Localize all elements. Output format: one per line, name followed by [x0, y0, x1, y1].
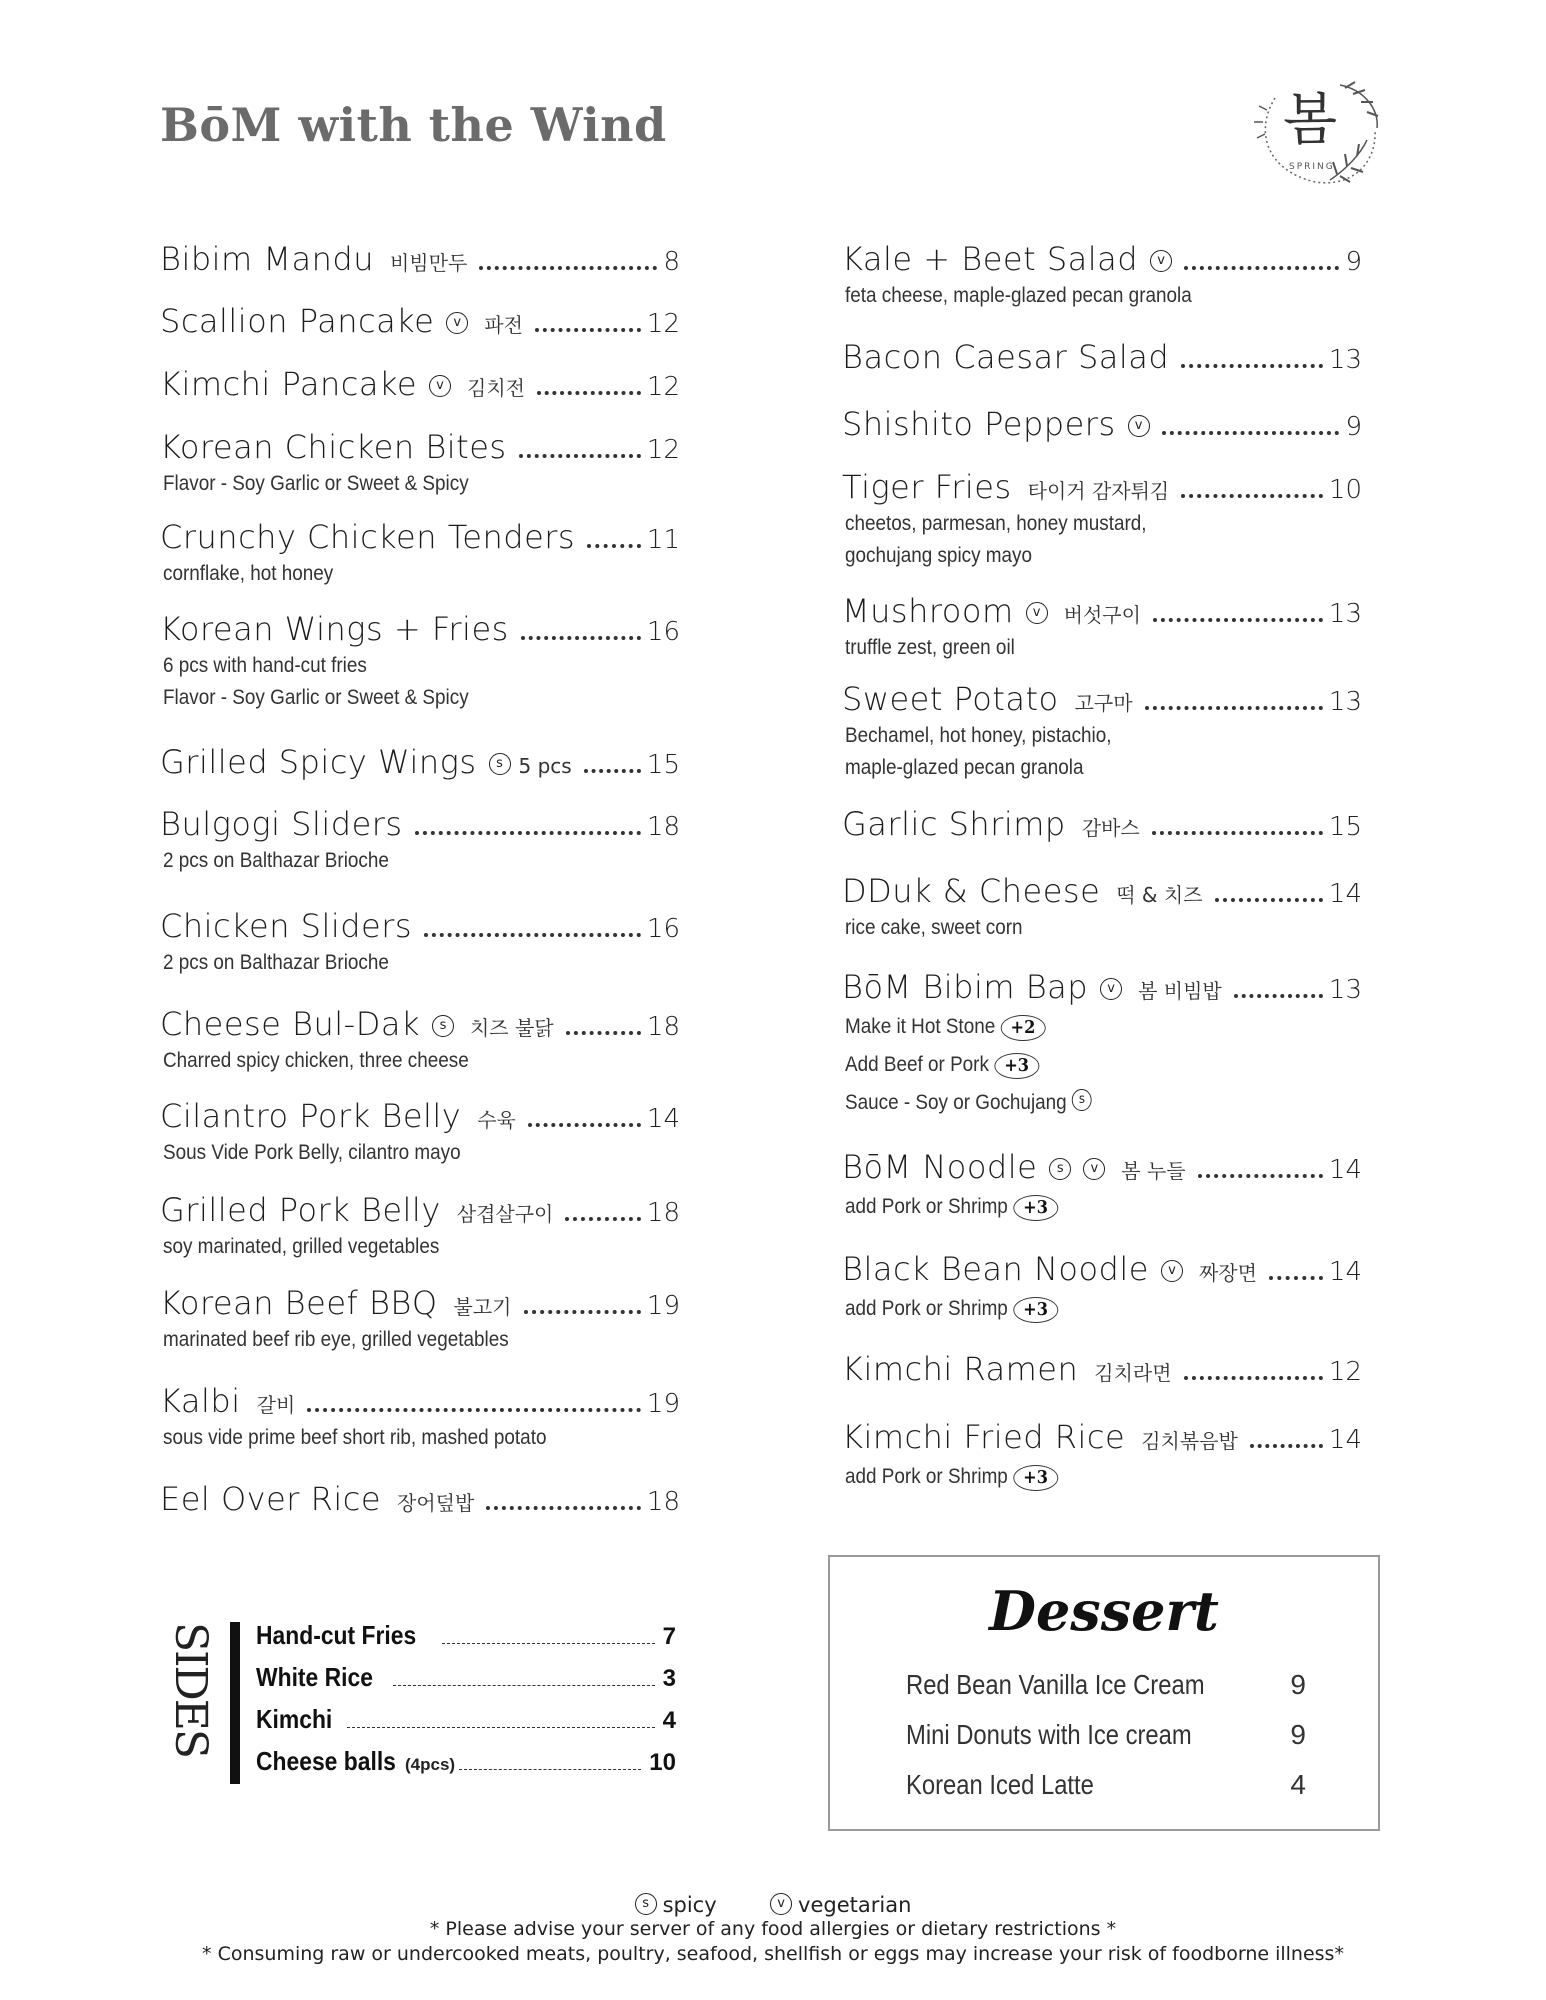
item-description: rice cake, sweet corn: [845, 916, 1023, 939]
item-name: Shishito Peppers: [842, 405, 1116, 443]
option-price: +3: [1013, 1297, 1058, 1323]
logo-glyph: 봄: [1283, 88, 1338, 153]
item-korean-name: 비빔만두: [389, 251, 468, 275]
menu-item: [842, 405, 1362, 445]
dot-leader: [1198, 1174, 1323, 1178]
menu-item-row: [842, 1350, 1362, 1390]
dessert-box: [828, 1555, 1380, 1831]
item-name: Korean Wings + Fries: [160, 610, 509, 648]
item-price: 12: [1328, 1357, 1362, 1387]
item-description: Sous Vide Pork Belly, cilantro mayo: [163, 1141, 461, 1164]
menu-item: [842, 468, 1362, 572]
menu-item: [160, 743, 680, 783]
spicy-icon: s: [489, 753, 511, 775]
dot-leader: [1184, 266, 1339, 270]
item-option: [845, 1458, 1310, 1496]
item-name: Kimchi Pancake: [160, 365, 418, 403]
item-korean-name: 짜장면: [1198, 1261, 1257, 1285]
item-option: [845, 1084, 1310, 1122]
sides-list: [256, 1620, 676, 1788]
menu-item: [160, 805, 680, 877]
menu-item: [842, 680, 1362, 784]
dot-leader: [1215, 898, 1323, 902]
menu-item: [842, 592, 1362, 664]
dash-leader: [459, 1769, 641, 1770]
dot-leader: [307, 1408, 641, 1412]
dot-leader: [1234, 994, 1323, 998]
item-name: Scallion Pancake: [160, 302, 435, 340]
item-korean-name: 떡 & 치즈: [1116, 883, 1203, 907]
menu-item: [842, 1350, 1362, 1390]
dessert-item: [906, 1769, 1306, 1801]
dot-leader: [1250, 1444, 1323, 1448]
side-price: 3: [662, 1665, 676, 1692]
item-korean-name: 고구마: [1074, 691, 1133, 715]
item-description: cheetos, parmesan, honey mustard,: [845, 512, 1147, 535]
item-korean-name: 김치라면: [1094, 1361, 1172, 1385]
menu-item: [842, 872, 1362, 944]
menu-item-row: [160, 1480, 680, 1520]
side-price: 4: [662, 1707, 676, 1734]
item-description: 2 pcs on Balthazar Brioche: [163, 951, 389, 974]
item-price: 19: [646, 1389, 680, 1419]
menu-item: [842, 1148, 1362, 1226]
dot-leader: [519, 454, 641, 458]
side-note: (4pcs): [404, 1755, 456, 1774]
legend: [0, 1893, 1546, 1917]
option-text: add Pork or Shrimp: [845, 1465, 1008, 1488]
dot-leader: [1181, 494, 1323, 498]
item-option: [845, 1188, 1310, 1226]
menu-item-row: [842, 872, 1362, 912]
menu-item: [160, 240, 680, 280]
dot-leader: [524, 1310, 641, 1314]
item-name: Grilled Pork Belly: [160, 1191, 441, 1229]
menu-item-row: [160, 365, 680, 405]
item-name: Cheese Bul-Dak: [160, 1005, 420, 1043]
item-description: 2 pcs on Balthazar Brioche: [163, 849, 389, 872]
item-price: 15: [1328, 812, 1362, 842]
sides-label: SIDES: [165, 1622, 216, 1758]
side-item: [256, 1620, 676, 1662]
item-name: Kimchi Ramen: [842, 1350, 1079, 1388]
item-name: Korean Beef BBQ: [160, 1284, 438, 1322]
sides-divider: [230, 1622, 240, 1784]
menu-item-row: [160, 805, 680, 845]
option-price: +2: [1001, 1015, 1046, 1041]
item-price: 14: [1328, 1155, 1362, 1185]
menu-item-row: [842, 592, 1362, 632]
item-description: feta cheese, maple-glazed pecan granola: [845, 284, 1192, 307]
spicy-icon: s: [635, 1893, 657, 1915]
vegetarian-icon: v: [770, 1893, 792, 1915]
item-korean-name: 갈비: [256, 1393, 296, 1417]
menu-title: BōM with the Wind: [160, 98, 667, 152]
dessert-item: [906, 1669, 1306, 1701]
item-name: Garlic Shrimp: [842, 805, 1066, 843]
side-name: Kimchi: [256, 1704, 333, 1734]
dot-leader: [535, 328, 641, 332]
item-price: 16: [646, 914, 680, 944]
logo-text: SPRING: [1289, 162, 1335, 172]
menu-item: [160, 907, 680, 979]
item-korean-name: 치즈 불닭: [469, 1016, 554, 1040]
menu-item-row: [160, 1382, 680, 1422]
vegetarian-icon: v: [1128, 415, 1150, 437]
option-text: Add Beef or Pork: [845, 1053, 989, 1076]
dot-leader: [424, 933, 641, 937]
vegetarian-icon: v: [1150, 250, 1172, 272]
item-description: truffle zest, green oil: [845, 636, 1015, 659]
dot-leader: [537, 391, 641, 395]
menu-item: [160, 1097, 680, 1169]
item-price: 13: [1328, 975, 1362, 1005]
menu-item: [842, 805, 1362, 845]
menu-item-row: [842, 240, 1362, 280]
side-name: White Rice: [256, 1662, 373, 1692]
menu-item-row: [160, 302, 680, 342]
item-description: marinated beef rib eye, grilled vegetables: [163, 1328, 509, 1351]
vegetarian-icon: v: [1100, 978, 1122, 1000]
dot-leader: [1181, 364, 1323, 368]
menu-item: [842, 338, 1362, 378]
item-description: sous vide prime beef short rib, mashed potato: [163, 1426, 547, 1449]
item-korean-name: 버섯구이: [1063, 603, 1141, 627]
foodborne-note: * Consuming raw or undercooked meats, poultry, seafood, shellfish or eggs may increase your risk of foodborne illness*: [202, 1943, 1344, 1965]
item-price: 11: [646, 525, 680, 555]
menu-item: [160, 1382, 680, 1454]
item-name: Korean Chicken Bites: [160, 428, 507, 466]
item-name: BōM Bibim Bap: [842, 968, 1089, 1006]
allergy-note: * Please advise your server of any food allergies or dietary restrictions *: [429, 1918, 1117, 1940]
menu-item-row: [160, 907, 680, 947]
item-korean-name: 김치전: [467, 376, 525, 400]
dessert-name: Korean Iced Latte: [906, 1769, 1094, 1800]
menu-item: [160, 1005, 680, 1077]
item-price: 15: [646, 750, 680, 780]
item-korean-name: 장어덮밥: [397, 1491, 475, 1515]
option-price: +3: [994, 1053, 1039, 1079]
side-price: 7: [662, 1623, 676, 1650]
item-korean-name: 타이거 감자튀김: [1027, 479, 1170, 503]
item-name: Eel Over Rice: [160, 1480, 382, 1518]
dot-leader: [587, 544, 641, 548]
dot-leader: [565, 1217, 641, 1221]
option-text: Sauce - Soy or Gochujang: [845, 1091, 1067, 1114]
side-price: 10: [649, 1749, 676, 1776]
menu-item: [160, 518, 680, 590]
spicy-icon: s: [1072, 1089, 1092, 1111]
option-text: add Pork or Shrimp: [845, 1195, 1008, 1218]
dot-leader: [566, 1031, 641, 1035]
vegetarian-icon: v: [1161, 1260, 1183, 1282]
menu-item: [842, 1418, 1362, 1496]
item-price: 18: [646, 812, 680, 842]
dessert-item: [906, 1719, 1306, 1751]
dot-leader: [415, 831, 641, 835]
menu-item-row: [160, 518, 680, 558]
item-name: Crunchy Chicken Tenders: [160, 518, 576, 556]
item-name: Bacon Caesar Salad: [842, 338, 1170, 376]
item-price: 14: [1328, 879, 1362, 909]
item-price: 12: [646, 372, 680, 402]
menu-item-row: [842, 680, 1362, 720]
menu-item-row: [842, 468, 1362, 508]
dot-leader: [1184, 1376, 1323, 1380]
side-item: [256, 1746, 676, 1788]
item-description: Flavor - Soy Garlic or Sweet & Spicy: [163, 686, 469, 709]
option-text: Make it Hot Stone: [845, 1015, 996, 1038]
dot-leader: [486, 1506, 641, 1510]
spicy-icon: s: [1049, 1158, 1071, 1180]
menu-item: [160, 365, 680, 405]
dessert-price: 9: [1290, 1669, 1306, 1700]
item-korean-name: 봄 비빔밥: [1138, 979, 1222, 1003]
menu-item: [160, 302, 680, 342]
side-item: [256, 1662, 676, 1704]
item-price: 18: [646, 1012, 680, 1042]
item-name: Bulgogi Sliders: [160, 805, 403, 843]
item-price: 12: [646, 435, 680, 465]
item-price: 13: [1328, 345, 1362, 375]
dot-leader: [584, 769, 641, 773]
vegetarian-icon: v: [1083, 1158, 1105, 1180]
item-option: [845, 1046, 1310, 1084]
menu-item-row: [842, 805, 1362, 845]
item-name: Grilled Spicy Wings: [160, 743, 477, 781]
menu-item-row: [160, 743, 680, 783]
item-korean-name: 김치볶음밥: [1141, 1429, 1238, 1453]
side-name: Cheese balls: [256, 1746, 396, 1776]
menu-item-row: [842, 338, 1362, 378]
menu-item-row: [842, 1250, 1362, 1290]
item-korean-name: 파전: [484, 313, 523, 337]
option-text: add Pork or Shrimp: [845, 1297, 1008, 1320]
menu-item-row: [160, 428, 680, 468]
item-description: maple-glazed pecan granola: [845, 756, 1084, 779]
item-name: Kalbi: [160, 1382, 241, 1420]
item-name: Kale + Beet Salad: [842, 240, 1139, 278]
menu-item-row: [160, 1005, 680, 1045]
dot-leader: [1162, 431, 1340, 435]
item-name: Tiger Fries: [842, 468, 1012, 506]
dot-leader: [1145, 706, 1323, 710]
item-price: 9: [1345, 247, 1362, 277]
item-description: Charred spicy chicken, three cheese: [163, 1049, 469, 1072]
dash-leader: [442, 1643, 655, 1644]
item-name: Cilantro Pork Belly: [160, 1097, 462, 1135]
logo: [1245, 70, 1385, 190]
vegetarian-icon: v: [429, 375, 451, 397]
menu-item-row: [842, 405, 1362, 445]
legend-vegetarian: vegetarian: [798, 1893, 912, 1917]
item-price: 18: [646, 1198, 680, 1228]
menu-item-row: [842, 968, 1362, 1008]
item-price: 8: [663, 247, 680, 277]
item-price: 14: [646, 1104, 680, 1134]
dessert-price: 4: [1290, 1769, 1306, 1800]
menu-item: [160, 610, 680, 714]
vegetarian-icon: v: [446, 312, 468, 334]
item-description: Bechamel, hot honey, pistachio,: [845, 724, 1112, 747]
dot-leader: [528, 1123, 641, 1127]
side-name: Hand-cut Fries: [256, 1620, 417, 1650]
dessert-name: Mini Donuts with Ice cream: [906, 1719, 1192, 1750]
item-name: Kimchi Fried Rice: [842, 1418, 1126, 1456]
item-korean-name: 불고기: [453, 1295, 512, 1319]
menu-item: [160, 1191, 680, 1263]
legend-spicy: spicy: [662, 1893, 717, 1917]
dot-leader: [1153, 618, 1323, 622]
dessert-title: Dessert: [989, 1579, 1219, 1643]
item-korean-name: 삼겹살구이: [456, 1202, 554, 1226]
dessert-name: Red Bean Vanilla Ice Cream: [906, 1669, 1205, 1700]
item-price: 16: [646, 617, 680, 647]
spicy-icon: s: [432, 1015, 454, 1037]
menu-item-row: [160, 1097, 680, 1137]
footer: [0, 1893, 1546, 1967]
dash-leader: [393, 1685, 655, 1686]
option-price: +3: [1013, 1195, 1058, 1221]
item-korean-name: 감바스: [1081, 816, 1140, 840]
item-price: 10: [1328, 475, 1362, 505]
dot-leader: [1152, 831, 1323, 835]
option-price: +3: [1013, 1465, 1058, 1491]
menu-item-row: [160, 610, 680, 650]
item-description: 6 pcs with hand-cut fries: [163, 654, 367, 677]
dot-leader: [521, 636, 641, 640]
item-name: Chicken Sliders: [160, 907, 413, 945]
item-description: cornflake, hot honey: [163, 562, 334, 585]
dot-leader: [479, 266, 657, 270]
menu-item-row: [842, 1418, 1362, 1458]
item-price: 13: [1328, 687, 1362, 717]
dot-leader: [1269, 1276, 1323, 1280]
item-price: 14: [1328, 1425, 1362, 1455]
menu-item: [160, 428, 680, 500]
item-price: 19: [646, 1291, 680, 1321]
item-description: Flavor - Soy Garlic or Sweet & Spicy: [163, 472, 469, 495]
vegetarian-icon: v: [1026, 602, 1048, 624]
item-price: 12: [646, 309, 680, 339]
dessert-price: 9: [1290, 1719, 1306, 1750]
dash-leader: [347, 1727, 655, 1728]
menu-item: [842, 1250, 1362, 1328]
menu-item: [160, 1480, 680, 1520]
item-name: Sweet Potato: [842, 680, 1059, 718]
item-price: 13: [1328, 599, 1362, 629]
item-price: 14: [1328, 1257, 1362, 1287]
item-description: soy marinated, grilled vegetables: [163, 1235, 440, 1258]
item-korean-name: 봄 누들: [1121, 1159, 1186, 1183]
item-price: 9: [1345, 412, 1362, 442]
menu-item-row: [160, 1191, 680, 1231]
item-name: Bibim Mandu: [160, 240, 374, 278]
item-name: DDuk & Cheese: [842, 872, 1101, 910]
item-price: 18: [646, 1487, 680, 1517]
menu-item: [160, 1284, 680, 1356]
sides-section: [160, 1620, 680, 1785]
item-description: gochujang spicy mayo: [845, 544, 1033, 567]
menu-item-row: [842, 1148, 1362, 1188]
item-name: BōM Noodle: [842, 1148, 1038, 1186]
menu-item-row: [160, 1284, 680, 1324]
menu-item: [842, 968, 1362, 1122]
item-korean-name: 수육: [477, 1108, 516, 1132]
item-name: Black Bean Noodle: [842, 1250, 1149, 1288]
menu-item: [842, 240, 1362, 312]
item-option: [845, 1290, 1310, 1328]
item-name: Mushroom: [842, 592, 1014, 630]
side-item: [256, 1704, 676, 1746]
item-option: [845, 1008, 1310, 1046]
item-extra: 5 pcs: [518, 754, 572, 778]
menu-item-row: [160, 240, 680, 280]
